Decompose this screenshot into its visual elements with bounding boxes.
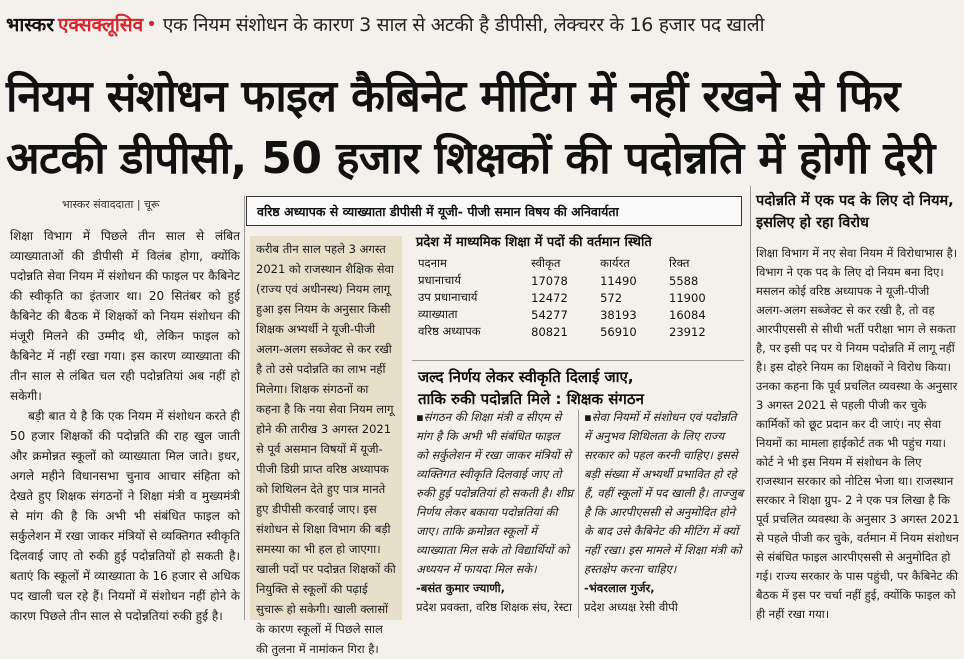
right-column-divider	[750, 186, 751, 620]
headline-line-2: अटकी डीपीसी, 50 हजार शिक्षकों की पदोन्नति में होगी देरी	[6, 133, 935, 184]
left-column	[10, 226, 240, 623]
table-row	[416, 272, 736, 289]
organization-subhead	[418, 366, 742, 410]
table-cell: उप प्रधानाचार्य	[418, 290, 478, 304]
table-cell: 54277	[531, 307, 568, 322]
quote-1-signature: -बसंत कुमार ज्याणी,	[416, 581, 505, 595]
table-cell: 572	[600, 290, 623, 305]
header-post: पदनाम	[418, 255, 447, 270]
table-cell: 11900	[669, 290, 706, 305]
quote-divider	[578, 410, 579, 618]
section-banner: वरिष्ठ अध्यापक से व्याख्याता डीपीसी में यूजी- पीजी समान विषय की अनिवार्यता	[246, 196, 742, 226]
box-text: करीब तीन साल पहले 3 अगस्त 2021 को राजस्थान शैक्षिक सेवा (राज्य एवं अधीनस्थ) नियम लागू हुआ इस नियम के अनुसार किसी शिक्षक अभ्यर्थी ने यूजी-पीजी अलग-अलग सब्जेक्ट से कर रखी है तो उसे पदोन्नति का लाभ नहीं मिलेगा। शिक्षक संगठनों का कहना है कि नया सेवा नियम लागू होने की तारीख 3 अगस्त 2021 से पूर्व असमान विषयों में यूजी-पीजी डिग्री प्राप्त वरिष्ठ अध्यापक को शिथिलन देते हुए पात्र मानते हुए डीपीसी करवाई जाए। इस संशोधन से शिक्षा विभाग की बड़ी समस्या का भी हल हो जाएगा। खाली पदों पर पदोन्नत शिक्षकों की नियुक्ति से स्कूलों की पढ़ाई सुचारू हो सकेगी। खाली क्लासों के कारण स्कूलों में पिछले साल की तुलना में नामांकन गिरा है।	[256, 242, 396, 656]
table-cell: 80821	[531, 324, 568, 339]
table-cell: 56910	[600, 324, 637, 339]
quote-2-role: प्रदेश अध्यक्ष रेसी वीपी	[584, 600, 678, 614]
table-cell: 17078	[531, 273, 568, 288]
table-cell: 11490	[600, 273, 637, 288]
table-row	[416, 289, 736, 306]
kicker-text: एक नियम संशोधन के कारण 3 साल से अटकी है डीपीसी, लेक्चरर के 16 हजार पद खाली	[162, 14, 765, 36]
bullet-dot-icon: •	[146, 13, 157, 35]
table-row	[416, 306, 736, 323]
table-divider	[412, 360, 744, 361]
table-cell: 12472	[531, 290, 568, 305]
table-cell: प्रधानाचार्य	[418, 273, 461, 287]
posts-status-table-box	[410, 232, 742, 362]
quote-column-1	[416, 408, 574, 620]
right-column	[756, 244, 960, 620]
quote-1-role: प्रदेश प्रवक्ता, वरिष्ठ शिक्षक संघ, रेस्टा	[416, 600, 572, 614]
exclusive-label: एक्सक्लूसिव	[58, 14, 144, 36]
headline	[6, 66, 958, 190]
quote-1-text: ▪संगठन की शिक्षा मंत्री व सीएम से मांग है कि अभी भी संबंधित फाइल को सर्कुलेशन में रखा जाकर मंत्रियों से व्यक्तिगत स्वीकृति दिलवाई जाए तो रुकी हुई पदोन्नतियां हो सकती है। शीघ्र निर्णय लेकर बकाया पदोन्नतियां की जाए। ताकि क्रमोन्नत स्कूलों में व्याख्याता मिल सके तो विद्यार्थियों को अध्ययन में फायदा मिल सके।	[416, 410, 574, 576]
header-vacant: रिक्त	[669, 255, 690, 270]
table-header-row	[416, 254, 736, 272]
header-sanctioned: स्वीकृत	[531, 255, 561, 270]
right-column-heading: पदोन्नति में एक पद के लिए दो नियम, इसलिए हो रहा विरोध	[756, 193, 954, 231]
column-divider	[244, 196, 245, 620]
table-title: प्रदेश में माध्यमिक शिक्षा में पदों की वर्तमान स्थिति	[416, 235, 652, 250]
posts-status-table	[416, 254, 736, 340]
left-paragraph-2: बड़ी बात ये है कि एक नियम में संशोधन करते ही 50 हजार शिक्षकों की पदोन्नति की राह खुल जाती और क्रमोन्नत स्कूलों को व्याख्याता मिल जाते। इधर, अगले महीने विधानसभा चुनाव आचार संहिता को देखते हुए शिक्षक संगठनों ने शिक्षा मंत्री व मुख्यमंत्री से मांग की है कि अभी भी संबंधित फाइल को सर्कुलेशन में रखा जाकर मंत्रियों से व्यक्तिगत स्वीकृति दिलवाई जाए तो रुकी हुई पदोन्नतियों हो सकती है। बताएं कि स्कूलों में व्याख्याता के 16 हजार से अधिक पद खाली चल रहे हैं। नियमों में संशोधन नहीं होने के कारण पिछले तीन साल से पदोन्नतियां रुकी हुई है।	[10, 409, 240, 623]
table-cell: व्याख्याता	[418, 307, 458, 321]
table-cell: 38193	[600, 307, 637, 322]
table-row	[416, 323, 736, 340]
shaded-info-box	[250, 236, 402, 656]
kicker-line	[6, 4, 958, 44]
right-column-text: शिक्षा विभाग में नए सेवा नियम में विरोधाभास है। विभाग ने एक पद के लिए दो नियम बना दिए। मसलन कोई वरिष्ठ अध्यापक ने यूजी-पीजी अलग-अलग सब्जेक्ट से कर रखी है, तो वह आरपीएससी से सीधी भर्ती परीक्षा भाग ले सकता है, पर इसी पद पर ये नियम पदोन्नति में लागू नहीं है। इस दोहरे नियम का शिक्षकों ने विरोध किया। उनका कहना कि पूर्व प्रचलित व्यवस्था के अनुसार 3 अगस्त 2021 से पहली पीजी कर चुके कार्मिकों को छूट प्रदान कर दी जाएं। नए सेवा नियमों का मामला हाईकोर्ट तक भी पहुंच गया। कोर्ट ने भी इस नियम में संशोधन के लिए राजस्थान सरकार को नोटिस भेजा था। राजस्थान सरकार ने शिक्षा ग्रुप- 2 ने एक पत्र लिखा है कि पूर्व प्रचलित व्यवस्था के अनुसार 3 अगस्त 2021 से पहले पीजी कर चुके, वर्तमान में नियम संशोधन से संबंधित फाइल आरपीएससी से अनुमोदित हो गई। राज्य सरकार के पास पहुंची, पर कैबिनेट की बैठक में इस पर चर्चा नहीं हुई, क्योंकि फाइल को ही नहीं रखा गया।	[756, 246, 960, 621]
brand-name: भास्कर	[6, 14, 55, 36]
quote-2-text: ▪सेवा नियमों में संशोधन एवं पदोन्नति में अनुभव शिथिलता के लिए राज्य सरकार को पहल करनी चाहिए। इससे बड़ी संख्या में अभ्यर्थी प्रभावित हो रहे हैं, वहीं स्कूलों में पद खाली है। ताज्जुब है कि आरपीएससी से अनुमोदित होने के बाद उसे कैबिनेट की मीटिंग में क्यों नहीं रखा। इस मामले में शिक्षा मंत्री को हस्तक्षेप करना चाहिए।	[584, 410, 744, 576]
table-cell: 16084	[669, 307, 706, 322]
left-paragraph-1: शिक्षा विभाग में पिछले तीन साल से लंबित व्याख्याताओं की डीपीसी में विलंब होगा, क्योंकि पदोन्नति सेवा नियम में संशोधन की फाइल पर कैबिनेट की स्वीकृति का इंतजार था। 20 सितंबर को हुई कैबिनेट की बैठक में शिक्षकों को नियम संशोधन की मंजूरी मिलने की उम्मीद थी, लेकिन फाइल को कैबिनेट में नहीं रखा गया। इस कारण व्याख्याता की तीन साल से लंबित चल रही पदोन्नतियां अब नहीं हो सकेगी।	[10, 229, 240, 403]
table-cell: 23912	[669, 324, 706, 339]
headline-line-1: नियम संशोधन फाइल कैबिनेट मीटिंग में नहीं रखने से फिर	[6, 71, 900, 122]
quote-2-signature: -भंवरलाल गुर्जर,	[584, 581, 655, 595]
table-cell: 5588	[669, 273, 699, 288]
subhead-line-1: जल्द निर्णय लेकर स्वीकृति दिलाई जाए,	[418, 368, 634, 386]
header-working: कार्यरत	[600, 255, 630, 270]
table-cell: वरिष्ठ अध्यापक	[418, 324, 481, 338]
quote-column-2	[584, 408, 744, 620]
byline: भास्कर संवाददाता | चूरू	[62, 198, 160, 211]
subhead-line-2: ताकि रुकी पदोन्नति मिले : शिक्षक संगठन	[418, 390, 644, 408]
